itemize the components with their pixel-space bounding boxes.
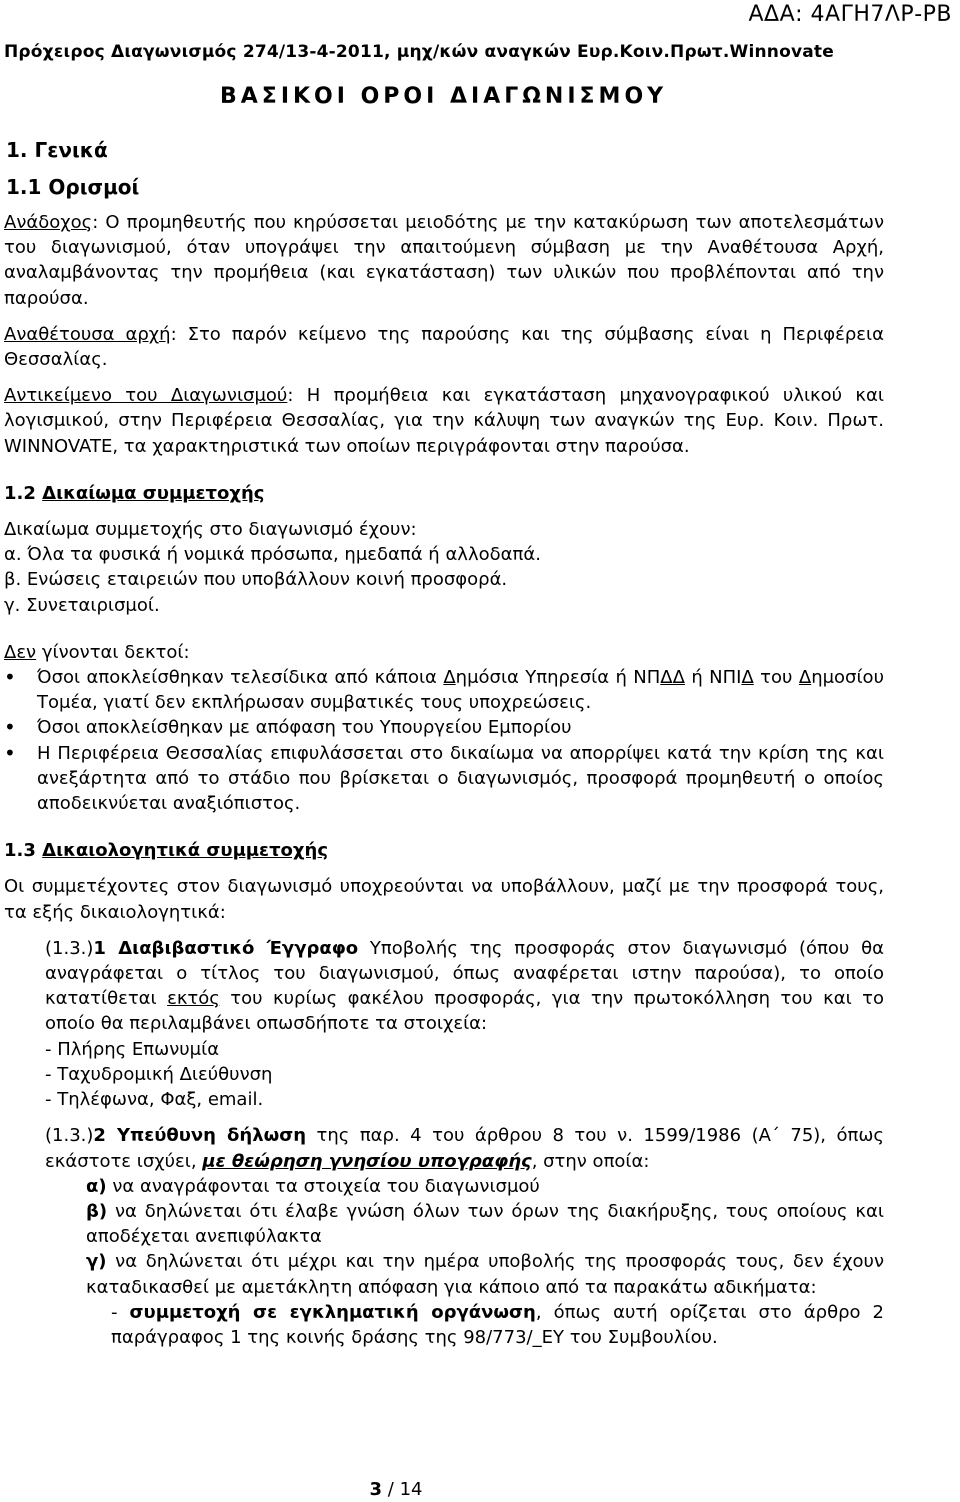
definition-term: Ανάδοχος bbox=[4, 212, 93, 233]
document-item-cover-letter: (1.3.)1 Διαβιβαστικό Έγγραφο Υποβολής της προσφοράς στον διαγωνισμό (όπου θα αναγράφεται ο τίτλος του διαγωνισμού, όπως αναφέρεται ιστην παρούσα), το οποίο κατατίθεται εκτός του κυρίως φακέλου προσφοράς, για την πρωτοκόλληση του και το οποίο θα περιλαμβάνει οπωσδήποτε τα στοιχεία: bbox=[45, 937, 884, 1035]
definition-text: : Στο παρόν κείμενο της παρούσης και της σύμβασης είναι η Περιφέρεια Θεσσαλίας. bbox=[4, 323, 884, 371]
cover-letter-field: - Πλήρης Επωνυμία bbox=[45, 1038, 220, 1060]
list-item: • Η Περιφέρεια Θεσσαλίας επιφυλάσσεται στο δικαίωμα να απορρίψει κατά την κρίση της και ανεξάρτητα από το στάδιο που βρίσκεται ο διαγωνισμός, προσφορά προμηθευτή ο οποίος αποδεικνύεται αναξιόπιστος. bbox=[4, 741, 884, 817]
definition-term: Αναθέτουσα αρχή bbox=[4, 323, 171, 345]
definition-contractor bbox=[4, 210, 884, 311]
list-item: • Όσοι αποκλείσθηκαν με απόφαση του Υπουργείου Εμπορίου bbox=[4, 715, 884, 740]
documents-intro: Οι συμμετέχοντες στον διαγωνισμό υποχρεούνται να υποβάλλουν, μαζί με την προσφορά τους, τα εξής δικαιολογητικά: bbox=[4, 876, 884, 923]
document-body bbox=[4, 210, 884, 1350]
participation-item-b: β. Ενώσεις εταιρειών που υποβάλλουν κοινή προσφορά. bbox=[4, 569, 508, 591]
not-accepted-text: γίνονται δεκτοί: bbox=[36, 641, 190, 663]
section-title: Δικαιολογητικά συμμετοχής bbox=[42, 840, 329, 862]
list-item: • Όσοι αποκλείσθηκαν τελεσίδικα από κάποια Δημόσια Υπηρεσία ή ΝΠΔΔ ή ΝΠΙΔ του Δημοσίου Τομέα, γιατί δεν εκπλήρωσαν συμβατικές τους υποχρεώσεις. bbox=[4, 665, 884, 715]
section-title: Δικαίωμα συμμετοχής bbox=[42, 482, 265, 504]
document-item-declaration: (1.3.)2 Υπεύθυνη δήλωση της παρ. 4 του άρθρου 8 του ν. 1599/1986 (Α΄ 75), όπως εκάστοτε ισχύει, με θεώρηση γνησίου υπογραφής, στην οποία: bbox=[45, 1125, 884, 1172]
cover-letter-field: - Ταχυδρομική Διεύθυνση bbox=[45, 1063, 273, 1085]
definition-contracting-authority bbox=[4, 322, 884, 372]
exclusion-list bbox=[4, 665, 884, 816]
section-number: 1.2 bbox=[4, 482, 43, 504]
section-number: 1.3 bbox=[4, 840, 43, 862]
ada-code: ΑΔΑ: 4ΑΓΗ7ΛΡ-ΡΒ bbox=[748, 2, 952, 27]
not-accepted-term: Δεν bbox=[4, 641, 37, 663]
participation-item-c: γ. Συνεταιρισμοί. bbox=[4, 594, 160, 616]
definition-subject bbox=[4, 383, 884, 459]
section-heading-general: 1. Γενικά bbox=[6, 138, 108, 162]
section-heading-participation bbox=[4, 481, 884, 506]
definition-text: : Η προμήθεια και εγκατάσταση μηχανογραφικού υλικού και λογισμικού, στην Περιφέρεια Θεσσαλίας, για την κάλυψη των αναγκών της Ευρ. Κοιν. Πρωτ. WINNOVATE, τα χαρακτηριστικά των οποίων περιγράφονται στην παρούσα. bbox=[4, 385, 884, 457]
document-title: ΒΑΣΙΚΟΙ ΟΡΟΙ ΔΙΑΓΩΝΙΣΜΟΥ bbox=[220, 84, 668, 109]
declaration-subitem: - συμμετοχή σε εγκληματική οργάνωση, όπως αυτή ορίζεται στο άρθρο 2 παράγραφος 1 της κοινής δράσης της 98/773/_ΕΥ του Συμβουλίου. bbox=[111, 1301, 885, 1348]
declaration-item-c: γ) να δηλώνεται ότι μέχρι και την ημέρα υποβολής της προσφοράς τους, δεν έχουν καταδικασθεί με αμετάκλητη απόφαση για κάποιο από τα παρακάτω αδικήματα: bbox=[86, 1251, 884, 1298]
declaration-item-b: β) να δηλώνεται ότι έλαβε γνώση όλων των όρων της διακήρυξης, τους οποίους και αποδέχεται ανεπιφύλακτα bbox=[86, 1200, 884, 1248]
section-heading-definitions: 1.1 Ορισμοί bbox=[6, 175, 140, 199]
participation-item-a: α. Όλα τα φυσικά ή νομικά πρόσωπα, ημεδαπά ή αλλοδαπά. bbox=[4, 544, 541, 566]
section-heading-documents bbox=[4, 838, 884, 863]
cover-letter-field: - Τηλέφωνα, Φαξ, email. bbox=[45, 1089, 264, 1111]
definition-text: : Ο προμηθευτής που κηρύσσεται μειοδότης με την κατακύρωση των αποτελεσμάτων του διαγωνισμού, όταν υπογράψει την απαιτούμενη σύμβαση με την Αναθέτουσα Αρχή, αναλαμβάνοντας την προμήθεια (και εγκατάσταση) των υλικών που προβλέπονται από την παρούσα. bbox=[4, 212, 884, 309]
not-accepted-heading bbox=[4, 640, 884, 665]
definition-term: Αντικείμενο του Διαγωνισμού bbox=[4, 385, 288, 407]
page-number: 3 / 14 bbox=[369, 1479, 423, 1500]
participation-intro: Δικαίωμα συμμετοχής στο διαγωνισμό έχουν: bbox=[4, 519, 417, 541]
declaration-item-a: α) να αναγράφονται τα στοιχεία του διαγωνισμού bbox=[86, 1175, 540, 1197]
document-header: Πρόχειρος Διαγωνισμός 274/13-4-2011, μηχ/κών αναγκών Ευρ.Κοιν.Πρωτ.Winnovate bbox=[4, 42, 834, 62]
